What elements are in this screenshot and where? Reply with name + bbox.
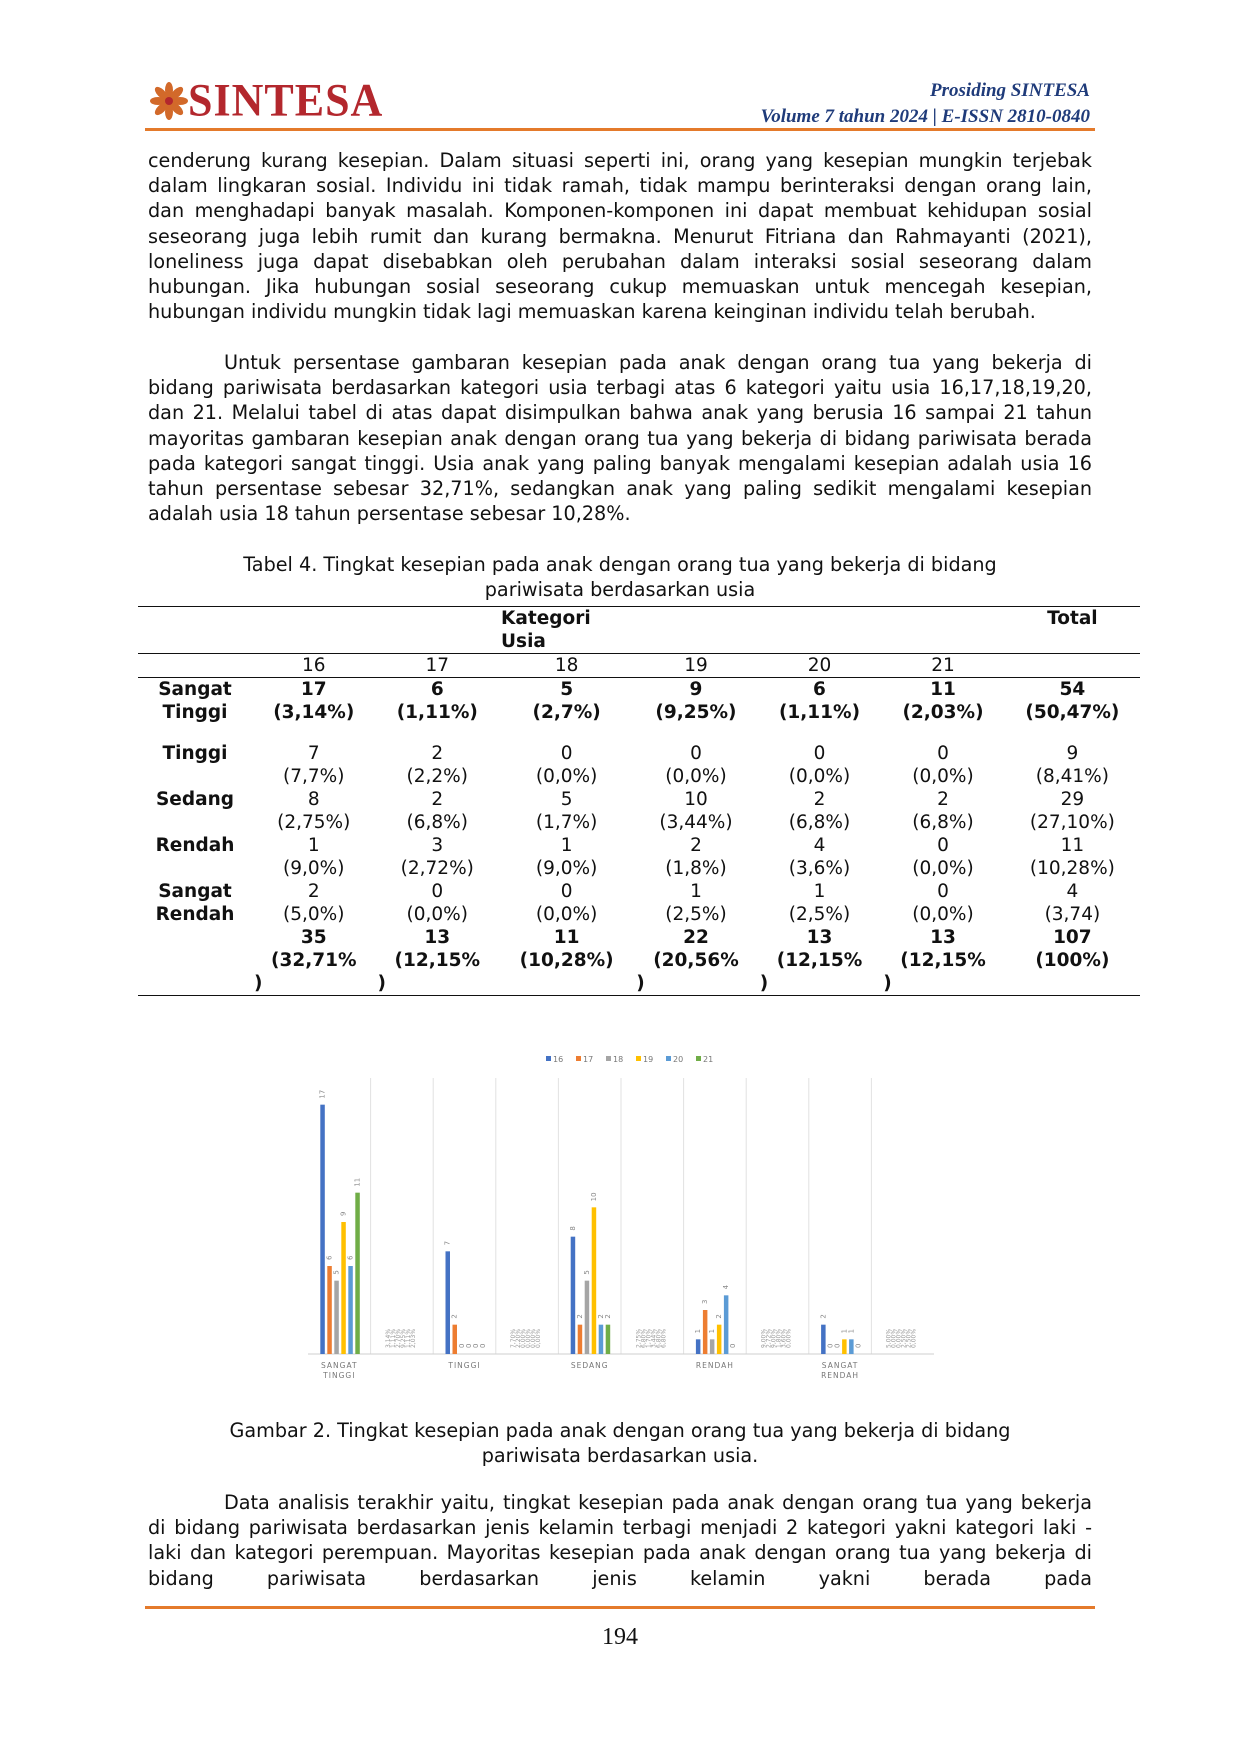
logo-text: SINTESA xyxy=(188,74,384,127)
table-cell: 0 (0,0%) xyxy=(535,742,598,787)
bar-value-label: 5 xyxy=(582,1270,591,1275)
category-label: SANGAT xyxy=(821,1361,859,1370)
bar-sangat-rendah-20 xyxy=(849,1339,854,1354)
table-cell: 2 (6,8%) xyxy=(788,788,851,833)
table-cell: 0 (0,0%) xyxy=(788,742,851,787)
percent-label: 1,70% xyxy=(645,1328,653,1348)
bar-value-label: 0 xyxy=(457,1343,466,1348)
bar-value-label: 0 xyxy=(854,1343,863,1348)
percent-label: 6,80% xyxy=(655,1328,663,1348)
table-cell: 2 (6,8%) xyxy=(912,788,974,833)
table-cell: 7 (7,7%) xyxy=(283,742,345,787)
bar-value-label: 0 xyxy=(729,1343,738,1348)
category-label: TINGGI xyxy=(323,1371,356,1380)
table-cell: 1 (2,5%) xyxy=(665,880,727,925)
table-cell: 0 (0,0%) xyxy=(665,742,727,787)
journal-name: Prosiding SINTESA xyxy=(930,80,1090,101)
table-cell: 0 (0,0%) xyxy=(535,880,598,925)
age-header-17: 17 xyxy=(376,654,500,678)
figure-caption-line-1: Gambar 2. Tingkat kesepian pada anak dengan orang tua yang bekerja di bidang xyxy=(229,1419,1011,1442)
bar-rendah-17 xyxy=(703,1310,708,1354)
bar-sangat-tinggi-16 xyxy=(320,1105,325,1354)
percent-label: 2,72% xyxy=(765,1328,773,1348)
age-header-20: 20 xyxy=(758,654,882,678)
legend-label-20: 20 xyxy=(673,1055,684,1064)
percent-label: 0,00% xyxy=(520,1328,528,1348)
total-cell: 107 (100%) xyxy=(1005,926,1140,996)
header-total: Total xyxy=(1005,607,1140,654)
bar-rendah-16 xyxy=(696,1339,701,1354)
total-cell: 11 (10,28%) xyxy=(499,926,634,996)
bar-value-label: 2 xyxy=(596,1314,605,1319)
legend-swatch-21 xyxy=(696,1056,701,1061)
table-row xyxy=(138,788,1140,834)
total-cell: 13 (12,15% ) xyxy=(881,926,1005,996)
table-caption xyxy=(148,552,1092,602)
bar-rendah-19 xyxy=(717,1325,722,1354)
bar-tinggi-16 xyxy=(446,1251,451,1354)
bar-sedang-18 xyxy=(585,1281,590,1354)
table-cell: 9 (9,25%) xyxy=(655,679,737,723)
bar-value-label: 0 xyxy=(464,1343,473,1348)
percent-label: 5,00% xyxy=(885,1328,893,1348)
bar-value-label: 9 xyxy=(339,1211,348,1216)
table-age-row xyxy=(138,654,1140,678)
table-cell: 1 (9,0%) xyxy=(283,834,345,879)
paragraph-3: Data analisis terakhir yaitu, tingkat kesepian pada anak dengan orang tua yang bekerja di bidang pariwisata berdasarkan jenis kelamin terbagi menjadi 2 kategori yakni kategori laki - laki dan kategori perempuan. Mayoritas kesepian pada anak dengan orang tua yang bekerja di bidang pariwisata berdasarkan jenis kelamin yakni berada pada xyxy=(148,1491,1092,1590)
header-divider xyxy=(145,128,1095,131)
percent-label: 1,11% xyxy=(404,1328,412,1348)
percent-label: 0,00% xyxy=(525,1328,533,1348)
bar-value-label: 6 xyxy=(325,1255,334,1260)
table-cell: 54 (50,47%) xyxy=(1025,679,1120,723)
bar-value-label: 3 xyxy=(701,1299,710,1304)
bar-sedang-20 xyxy=(599,1325,604,1354)
percent-label: 1,80% xyxy=(775,1328,783,1348)
bar-value-label: 1 xyxy=(847,1328,856,1334)
legend-label-19: 19 xyxy=(643,1055,654,1064)
percent-label: 6,80% xyxy=(640,1328,648,1348)
footer-divider xyxy=(145,1606,1095,1609)
bar-value-label: 2 xyxy=(603,1314,612,1319)
bar-value-label: 4 xyxy=(722,1284,731,1290)
bar-sangat-rendah-19 xyxy=(842,1339,847,1354)
table-cell: 2 (2,2%) xyxy=(406,742,468,787)
total-cell: 35 (32,71% ) xyxy=(252,926,376,996)
legend-label-16: 16 xyxy=(553,1055,564,1064)
legend-swatch-18 xyxy=(606,1056,611,1061)
legend-label-17: 17 xyxy=(583,1055,594,1064)
bar-tinggi-17 xyxy=(453,1325,458,1354)
table-cell: 0 (0,0%) xyxy=(912,742,974,787)
table-cell: 1 (9,0%) xyxy=(535,834,598,879)
age-header-16: 16 xyxy=(252,654,376,678)
legend-swatch-17 xyxy=(576,1056,581,1061)
table-cell: 0 (0,0%) xyxy=(912,834,974,879)
percent-label: 3,60% xyxy=(780,1328,788,1348)
bar-sangat-tinggi-21 xyxy=(355,1193,360,1354)
bar-value-label: 6 xyxy=(346,1255,355,1260)
journal-logo xyxy=(150,76,383,126)
percent-label: 6,80% xyxy=(660,1328,668,1348)
category-label: RENDAH xyxy=(695,1361,734,1370)
legend-swatch-20 xyxy=(666,1056,671,1061)
bar-value-label: 17 xyxy=(318,1089,327,1099)
table-cell: 2 (5,0%) xyxy=(283,880,345,925)
legend-label-18: 18 xyxy=(613,1055,624,1064)
percent-label: 2,20% xyxy=(515,1328,523,1348)
percent-label: 9,00% xyxy=(770,1328,778,1348)
table-row xyxy=(138,678,1140,742)
bar-value-label: 0 xyxy=(826,1343,835,1348)
table-cell: 11 (10,28%) xyxy=(1029,834,1115,879)
table-cell: 3 (2,72%) xyxy=(400,834,474,879)
figure-caption xyxy=(148,1418,1092,1468)
bar-sedang-19 xyxy=(592,1207,597,1354)
percent-label: 2,75% xyxy=(635,1328,643,1348)
bar-value-label: 2 xyxy=(819,1314,828,1319)
bar-value-label: 10 xyxy=(589,1192,598,1202)
bar-value-label: 0 xyxy=(478,1343,487,1348)
bar-chart xyxy=(296,1044,946,1402)
percent-label: 0,00% xyxy=(910,1328,918,1348)
table-cell: 9 (8,41%) xyxy=(1035,742,1109,787)
figure-2-chart xyxy=(296,1044,946,1402)
bar-value-label: 8 xyxy=(568,1226,577,1231)
percent-label: 9,00% xyxy=(760,1328,768,1348)
table-cell: 1 (2,5%) xyxy=(788,880,851,925)
percent-label: 2,50% xyxy=(900,1328,908,1348)
table-cell: 29 (27,10%) xyxy=(1029,788,1115,833)
bar-value-label: 0 xyxy=(471,1343,480,1348)
percent-label: 7,70% xyxy=(510,1328,518,1348)
table-cell: 17 (3,14%) xyxy=(273,679,355,723)
age-header-21: 21 xyxy=(881,654,1005,678)
table-row xyxy=(138,834,1140,880)
table-cell: 4 (3,74) xyxy=(1044,880,1101,925)
journal-info xyxy=(761,78,1090,130)
table-cell: 6 (1,11%) xyxy=(778,679,861,723)
category-label: SANGAT xyxy=(321,1361,358,1370)
legend-swatch-19 xyxy=(636,1056,641,1061)
bar-sangat-tinggi-19 xyxy=(341,1222,346,1354)
total-cell: 22 (20,56% ) xyxy=(634,926,758,996)
table-cell: 0 (0,0%) xyxy=(406,880,468,925)
percent-label: 1,11% xyxy=(389,1328,397,1348)
percent-label: 2,03% xyxy=(409,1328,417,1348)
age-header-18: 18 xyxy=(499,654,634,678)
bar-value-label: 1 xyxy=(694,1328,703,1334)
table-cell: 10 (3,44%) xyxy=(659,788,733,833)
percent-label: 9,25% xyxy=(399,1328,407,1348)
bar-value-label: 0 xyxy=(833,1343,842,1348)
table-cell: 8 (2,75%) xyxy=(277,788,351,833)
paragraph-2: Untuk persentase gambaran kesepian pada anak dengan orang tua yang bekerja di bidang pariwisata berdasarkan kategori usia terbagi atas 6 kategori yaitu usia 16,17,18,19,20, dan 21. Melalui tabel di atas dapat disimpulkan bahwa anak yang berusia 16 sampai 21 tahun mayoritas gambaran kesepian anak dengan orang tua yang bekerja di bidang pariwisata berada pada kategori sangat tinggi. Usia anak yang paling banyak mengalami kesepian adalah usia 16 tahun persentase sebesar 32,71%, sedangkan anak yang paling sedikit mengalami kesepian adalah usia 18 tahun persentase sebesar 10,28%. xyxy=(148,351,1092,526)
bar-value-label: 5 xyxy=(332,1270,341,1275)
header-kategori-usia: Kategori Usia xyxy=(499,607,634,654)
table-cell: 2 (1,8%) xyxy=(665,834,727,879)
row-label: Tinggi xyxy=(162,742,228,764)
page-number: 194 xyxy=(602,1624,638,1650)
table-total-row xyxy=(138,926,1140,996)
category-label: RENDAH xyxy=(821,1371,860,1380)
percent-label: 2,70% xyxy=(394,1328,402,1348)
bar-sedang-17 xyxy=(578,1325,583,1354)
percent-label: 0,00% xyxy=(530,1328,538,1348)
table-cell: 11 (2,03%) xyxy=(902,679,984,723)
bar-value-label: 11 xyxy=(353,1177,362,1187)
table-row xyxy=(138,742,1140,788)
bar-value-label: 2 xyxy=(575,1314,584,1319)
table-row xyxy=(138,880,1140,926)
bar-rendah-18 xyxy=(710,1339,715,1354)
total-cell: 13 (12,15% ) xyxy=(758,926,882,996)
table-header-row xyxy=(138,607,1140,654)
percent-label: 3,44% xyxy=(650,1328,658,1348)
percent-label: 0,00% xyxy=(785,1328,793,1348)
row-label: Rendah xyxy=(155,834,235,856)
bar-value-label: 2 xyxy=(715,1314,724,1319)
bar-sangat-tinggi-18 xyxy=(334,1281,339,1354)
table-cell: 4 (3,6%) xyxy=(788,834,851,879)
total-cell: 13 (12,15% ) xyxy=(376,926,500,996)
bar-value-label: 1 xyxy=(708,1328,717,1334)
table-caption-line-2: pariwisata berdasarkan usia xyxy=(484,578,756,601)
bar-sedang-16 xyxy=(571,1237,576,1354)
table-cell: 0 (0,0%) xyxy=(912,880,974,925)
journal-volume: Volume 7 tahun 2024 | E-ISSN 2810-0840 xyxy=(760,106,1090,127)
table-cell: 6 (1,11%) xyxy=(396,679,478,723)
percent-label: 3,14% xyxy=(384,1328,392,1348)
table-cell: 2 (6,8%) xyxy=(406,788,468,833)
flower-logo-icon xyxy=(150,82,188,120)
category-label: SEDANG xyxy=(570,1361,609,1370)
figure-caption-line-2: pariwisata berdasarkan usia. xyxy=(481,1444,759,1467)
age-header-19: 19 xyxy=(634,654,758,678)
bar-sedang-21 xyxy=(606,1325,611,1354)
percent-label: 0,00% xyxy=(895,1328,903,1348)
bar-sangat-tinggi-17 xyxy=(327,1266,332,1354)
legend-label-21: 21 xyxy=(703,1055,714,1064)
row-label: Sangat Tinggi xyxy=(158,679,232,723)
percent-label: 0,00% xyxy=(890,1328,898,1348)
paragraph-1: cenderung kurang kesepian. Dalam situasi seperti ini, orang yang kesepian mungkin terjebak dalam lingkaran sosial. Individu ini tidak ramah, tidak mampu berinteraksi dengan orang lain, dan menghadapi banyak masalah. Komponen-komponen ini dapat membuat kehidupan sosial seseorang juga lebih rumit dan kurang bermakna. Menurut Fitriana dan Rahmayanti (2021), loneliness juga dapat disebabkan oleh perubahan dalam interaksi sosial seseorang dalam hubungan. Jika hubungan sosial seseorang cukup memuaskan untuk mencegah kesepian, hubungan individu mungkin tidak lagi memuaskan karena keinginan individu telah berubah. xyxy=(148,149,1092,324)
category-label: TINGGI xyxy=(448,1361,481,1370)
legend-swatch-16 xyxy=(546,1056,551,1061)
row-label: Sangat Rendah xyxy=(155,880,235,925)
table-cell: 5 (2,7%) xyxy=(532,679,601,723)
percent-label: 2,50% xyxy=(905,1328,913,1348)
bar-value-label: 1 xyxy=(840,1328,849,1334)
bar-value-label: 2 xyxy=(450,1314,459,1319)
bar-sangat-rendah-16 xyxy=(821,1325,826,1354)
row-label: Sedang xyxy=(155,788,234,810)
table-caption-line-1: Tabel 4. Tingkat kesepian pada anak dengan orang tua yang bekerja di bidang xyxy=(243,553,997,576)
table-cell: 5 (1,7%) xyxy=(535,788,598,833)
bar-sangat-tinggi-20 xyxy=(348,1266,353,1354)
age-loneliness-table xyxy=(138,606,1140,996)
bar-rendah-20 xyxy=(724,1295,729,1354)
percent-label: 0,00% xyxy=(535,1328,543,1348)
bar-value-label: 7 xyxy=(443,1240,452,1246)
